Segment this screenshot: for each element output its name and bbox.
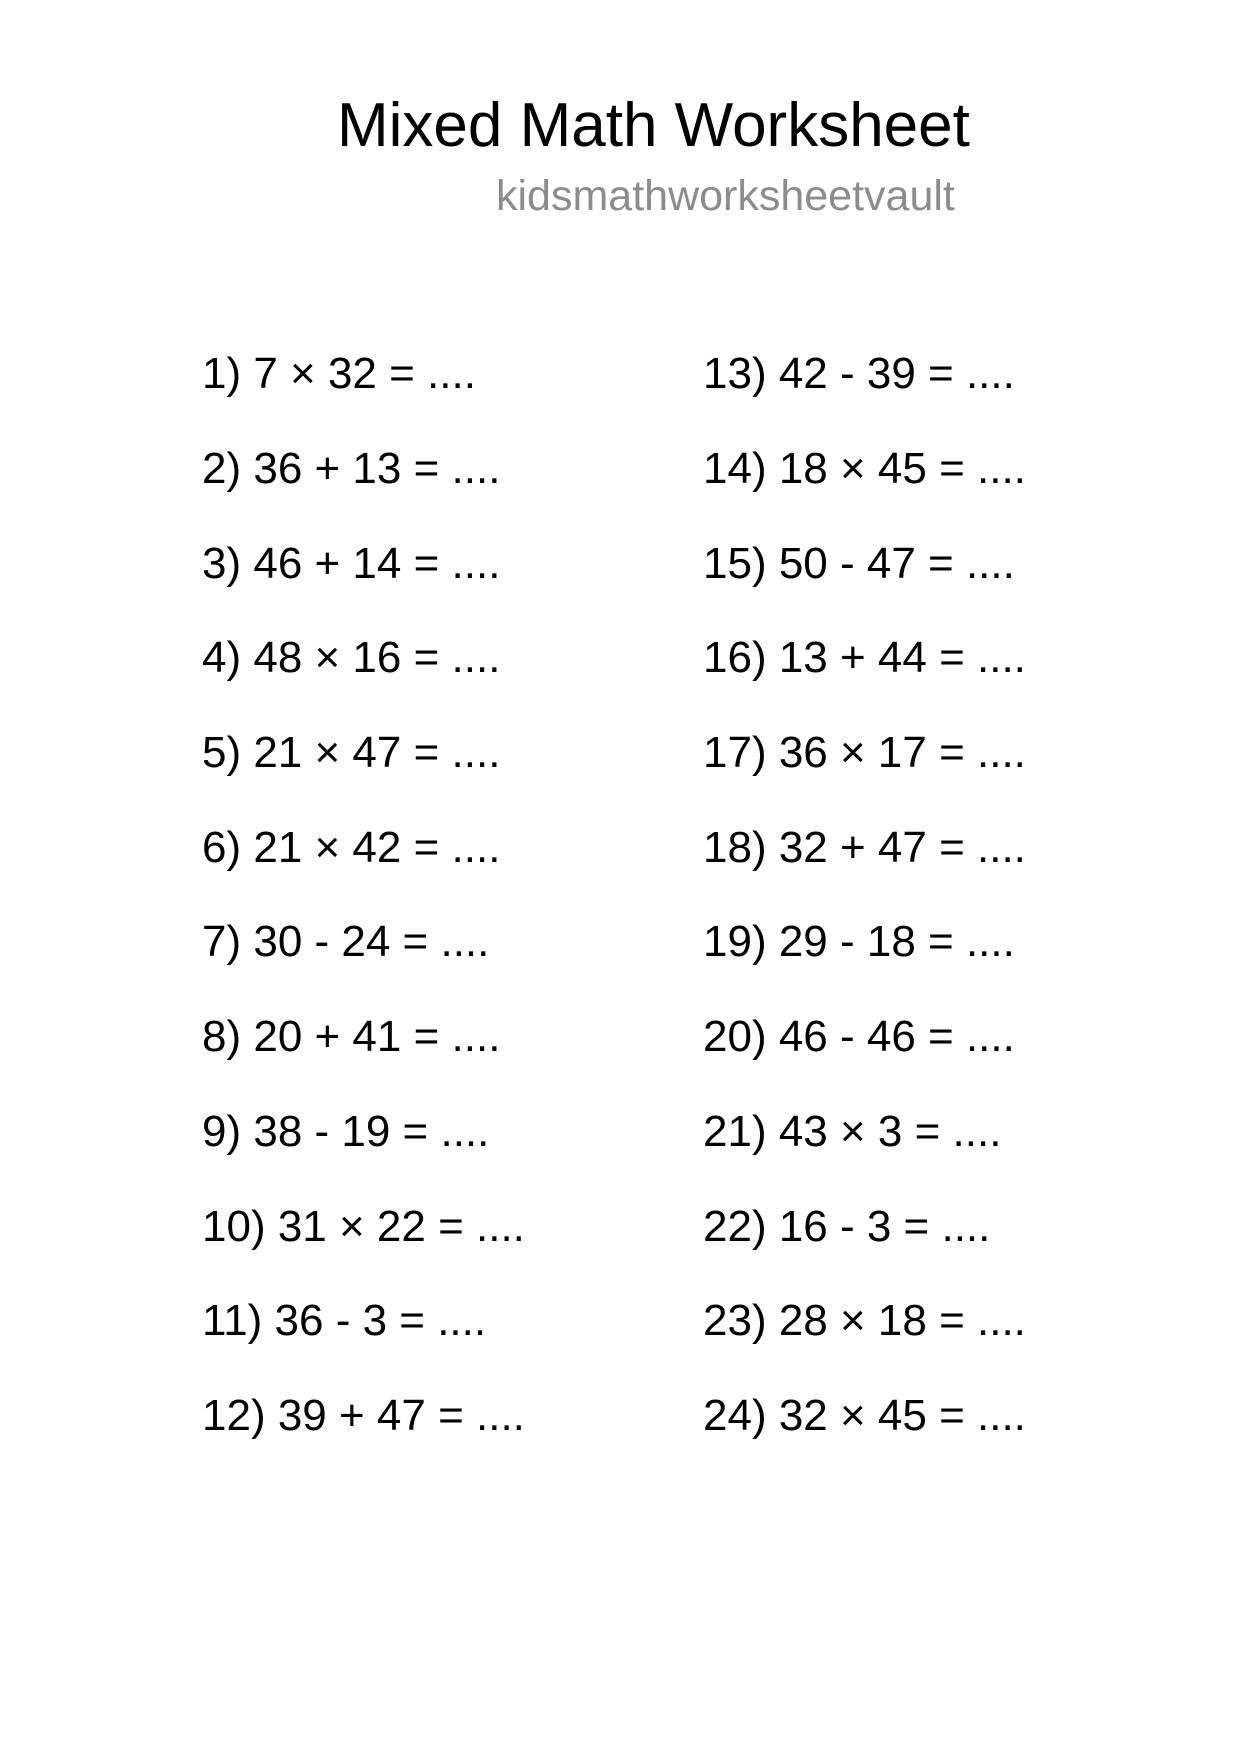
problem-item-5: 5) 21 × 47 = .... [202, 728, 501, 778]
problem-item-19: 19) 29 - 18 = .... [703, 917, 1015, 967]
problem-item-24: 24) 32 × 45 = .... [703, 1390, 1026, 1440]
page-title: Mixed Math Worksheet [337, 91, 970, 160]
problem-item-22: 22) 16 - 3 = .... [703, 1201, 991, 1251]
problem-item-4: 4) 48 × 16 = .... [202, 633, 501, 683]
problem-item-6: 6) 21 × 42 = .... [202, 822, 501, 872]
problem-item-14: 14) 18 × 45 = .... [703, 444, 1026, 494]
problem-item-3: 3) 46 + 14 = .... [202, 538, 501, 588]
problem-item-18: 18) 32 + 47 = .... [703, 822, 1026, 872]
problems-column-left [202, 327, 525, 1463]
problem-item-20: 20) 46 - 46 = .... [703, 1012, 1015, 1062]
page-subtitle: kidsmathworksheetvault [496, 172, 955, 220]
problem-item-15: 15) 50 - 47 = .... [703, 538, 1015, 588]
problem-item-23: 23) 28 × 18 = .... [703, 1296, 1026, 1346]
problem-item-17: 17) 36 × 17 = .... [703, 728, 1026, 778]
problem-item-16: 16) 13 + 44 = .... [703, 633, 1026, 683]
problem-item-13: 13) 42 - 39 = .... [703, 349, 1015, 399]
problem-item-12: 12) 39 + 47 = .... [202, 1390, 525, 1440]
problem-item-7: 7) 30 - 24 = .... [202, 917, 490, 967]
problem-item-8: 8) 20 + 41 = .... [202, 1012, 501, 1062]
problem-item-9: 9) 38 - 19 = .... [202, 1106, 490, 1156]
problem-item-11: 11) 36 - 3 = .... [202, 1296, 487, 1346]
problem-item-2: 2) 36 + 13 = .... [202, 444, 501, 494]
problem-item-10: 10) 31 × 22 = .... [202, 1201, 525, 1251]
problem-item-21: 21) 43 × 3 = .... [703, 1106, 1002, 1156]
problem-item-1: 1) 7 × 32 = .... [202, 349, 476, 399]
problems-column-right [703, 327, 1026, 1463]
